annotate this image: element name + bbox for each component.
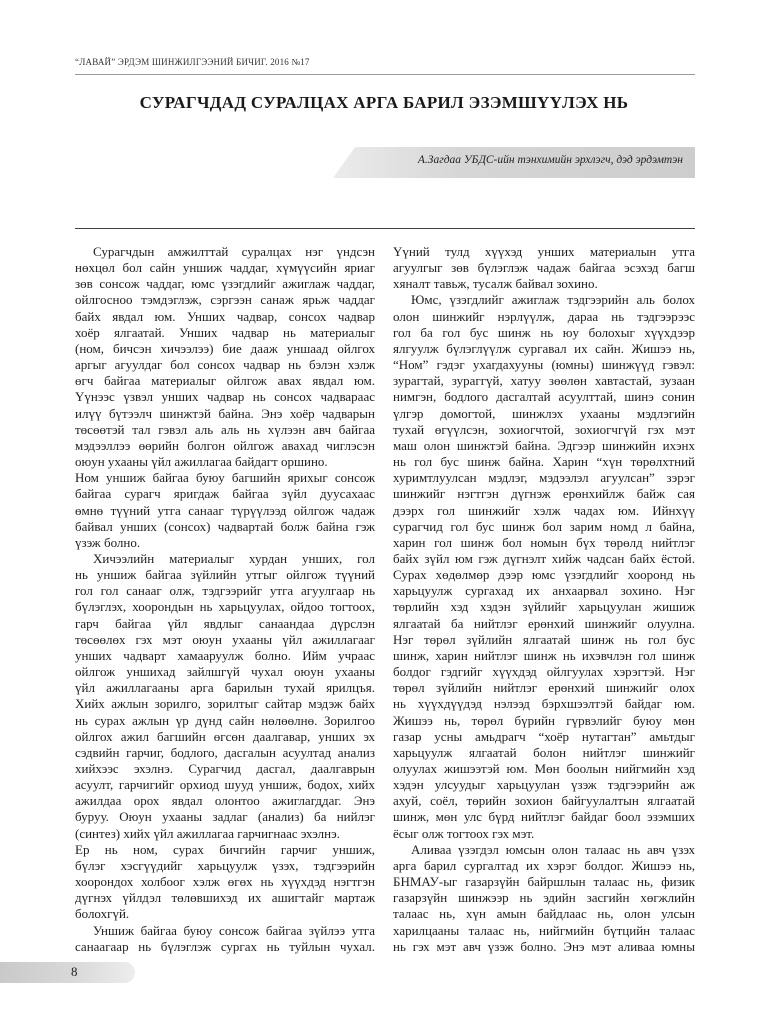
text-line: үлгэр домогтой, шинжлэх ухааны мэдлэгийн: [393, 405, 695, 421]
text-line: Үүнээс үзвэл унших чадвар нь сонсох чадвараас: [75, 389, 375, 405]
text-line: Хийх ажлын зорилго, зорилтыг сайтар мэдэж байх: [75, 696, 375, 712]
text-line: харин гол шинж бол номын бүх төрөлд нийтлэг: [393, 534, 695, 550]
text-line: нь уншиж байгаа зүйлийн утгыг ойлгож түүний: [75, 567, 375, 583]
text-line: арга барил сургалтад их хэрэг болдог. Жишээ нь,: [393, 857, 695, 873]
text-line: шинж, харин нийтлэг шинж нь ихэвчлэн гол шинж: [393, 647, 695, 663]
text-line: гол ба гол бус шинж нь юу болохыг хүүхдээр: [393, 324, 695, 340]
text-line: нөхцөл бол сайн уншиж чаддаг, хүмүүсийн яриаг: [75, 260, 375, 276]
text-line: Сурагчдын амжилттай суралцах нэг үндсэн: [93, 244, 375, 259]
text-line: сэдвийн гарчиг, бодлого, дасгалын асуултад анализ: [75, 744, 375, 760]
text-line: дээрх гол шинжийг хэлж чадах юм. Ийнхүү: [393, 502, 695, 518]
text-line: нимгэн, бодлого дасгалтай асуулттай, шинэ сонин: [393, 389, 695, 405]
text-line: унших чадварт хамааруулж болно. Ийм учраас: [75, 647, 375, 663]
text-line: Жишээ нь, төрөл бүрийн гүрвэлийг буюу мөн: [393, 712, 695, 728]
text-line: Үүний тулд хүүхэд унших материалын утга: [393, 244, 695, 259]
text-line: байх явдал юм. Унших чадвар, сонсох чадвар: [75, 308, 375, 324]
text-line: газар усны амьдрагч “хоёр нутагтан” амьтдыг: [393, 728, 695, 744]
text-line: ялгаатай ба нийтлэг ерөнхий шинжийг олуулна.: [393, 615, 695, 631]
text-line: төсөөтэй тал гэвэл аль аль нь хүлээн авч байгаа: [75, 421, 375, 437]
text-line: ахуй, соёл, төрийн зохион байгуулалтын ялгаатай: [393, 793, 695, 809]
text-line: бүлэглэх, хоорондын нь харьцуулах, ойдоо тогтоох,: [75, 599, 375, 615]
text-line: өмнө түүний утга санааг түрүүлээд ойлгож чадаж: [75, 502, 375, 518]
article-title: СУРАГЧДАД СУРАЛЦАХ АРГА БАРИЛ ЭЗЭМШҮҮЛЭХ НЬ: [139, 93, 629, 112]
text-line: хяналт тавьж, тусалж байвал зохино.: [393, 276, 598, 292]
text-line: зурагтай, зураггүй, хатуу зөөлөн хавтастай, зузаан: [393, 373, 695, 389]
paragraph: [393, 244, 695, 292]
text-line: талаас нь, хүн амын байдлаас нь, олон улсын: [393, 906, 695, 922]
text-line: Уншиж байгаа буюу сонсож байгаа зүйлээ утга: [93, 922, 375, 938]
text-line: ажилдаа орох явдал олонтоо ажиглагддаг. Энэ: [75, 793, 375, 809]
text-line: ялгуулж бүлэглүүлж сургавал их сайн. Жишээ нь,: [393, 340, 695, 356]
text-line: (ном, бичсэн хичээлээ) бие дааж уншаад ойлгох: [75, 340, 375, 356]
text-line: харьцуулж ялгаатай болон нийтлэг шинжийг: [393, 744, 695, 760]
text-line: нь гол бус шинж байна. Харин “хүн төрөлхтний: [393, 454, 695, 470]
text-line: санаагаар нь бүлэглэж сургах нь туйлын чухал.: [75, 938, 375, 954]
text-line: зөв сонсож чаддаг, юмс үзэгдлийг ажиглаж чаддаг,: [75, 276, 375, 292]
text-line: байгаа сурагч яригдаж байгаа зүйл дуусахаас: [75, 486, 375, 502]
text-line: оюун ухааны үйл ажиллагаа байдагт оршино.: [75, 454, 328, 470]
paragraph: [393, 842, 695, 955]
text-line: шинж, мөн улс бүрд нийтлэг байдаг боол эзэмших: [393, 809, 695, 825]
text-line: болдог гэдгийг хүүхдэд ойлгуулах хэрэгтэй. Нэг: [393, 664, 695, 680]
paragraph: [75, 470, 375, 551]
text-line: асуулт, гарчигийг орхиод шууд уншиж, бодох, хийх: [75, 777, 375, 793]
column-right: [393, 244, 695, 955]
text-line: ойлгож уншихад зайлшгүй чухал оюун ухааны: [75, 664, 375, 680]
text-line: шинжийг нэгтгэн дүгнэж ерөнхийлж байж сая: [393, 486, 695, 502]
header-rule: [75, 74, 695, 75]
text-line: Ном уншиж байгаа буюу багшийн ярихыг сонсож: [75, 470, 375, 486]
column-left: [75, 244, 375, 955]
text-line: олон шинжийг нэрлүүлж, дараа нь тэдгээрээс: [393, 308, 695, 324]
text-line: БНМАУ-ыг газарзүйн байршлын талаас нь, физик: [393, 874, 695, 890]
folio-bar: [0, 962, 135, 983]
text-line: өгч байгаа материалыг ойлгож авах явдал юм.: [75, 373, 375, 389]
text-line: байх зүйл юм гэж дүгнэлт хийж чадсан байх ёстой.: [393, 550, 695, 566]
text-line: үйл ажиллагааны арга барилын тухай ярилцъя.: [75, 680, 375, 696]
text-line: Сурах хөдөлмөр дээр юмс үзэгдлийг хооронд нь: [393, 567, 695, 583]
paragraph: [75, 923, 375, 955]
paragraph: [75, 244, 375, 470]
body-rule: [75, 228, 695, 229]
text-line: “Ном” гэдэг ухагдахууны (юмны) шинжүүд гэвэл:: [393, 357, 695, 373]
text-line: хийхээс эхэлнэ. Сурагчид дасгал, даалгаврын: [75, 761, 375, 776]
text-line: хэдэн улсуудыг харьцуулан үзэж тэдгээрийн аж: [393, 777, 695, 793]
text-line: (синтез) хийх үйл ажиллагаа гарчигнаас эхэлнэ.: [75, 825, 340, 841]
text-line: харьцуулж сургахад их анхаарвал зохино. Нэг: [393, 583, 695, 599]
author-byline: А.Загдаа УБДС-ийн тэнхимийн эрхлэгч, дэд эрдэмтэн: [417, 154, 683, 166]
text-line: нь гэх мэт авч үзэж болно. Энэ мэт аливаа юмны: [393, 938, 695, 954]
text-line: илүү бүтээлч шинжтэй байна. Энэ хоёр чадварын: [75, 405, 375, 421]
text-line: ойлгосноо тэмдэглэж, сэргээн санаж ярьж чаддаг: [75, 292, 375, 308]
text-line: хуримтлуулсан мэдлэг, мэдээлэл агуулсан” зэрэг: [393, 470, 695, 486]
text-line: бүлэг хэсгүүдийг харьцуулж үзэх, тэдгээрийн: [75, 857, 375, 873]
paragraph: [75, 842, 375, 923]
text-line: олуулах жишээтэй юм. Мөн боолын нийгмийн хэд: [393, 761, 695, 776]
text-line: болохгүй.: [75, 906, 130, 922]
text-line: Юмс, үзэгдлийг ажиглаж тэдгээрийн аль болох: [411, 292, 695, 308]
paragraph: [75, 551, 375, 842]
text-line: тухай өгүүлсэн, зохиогчтой, зохиогчгүй гэх мэт: [393, 421, 695, 437]
text-line: буруу. Оюун ухааны задлаг (анализ) ба нийлэг: [75, 809, 375, 825]
text-line: маш олон шинжтэй байна. Эдгээр шинжийн ихэнх: [393, 437, 695, 453]
text-line: Аливаа үзэгдэл юмсын олон талаас нь авч үзэх: [411, 841, 695, 857]
text-line: харилцааны талаас нь, нийгмийн бүтцийн талаас: [393, 922, 695, 938]
text-line: хоёр ялгаатай. Унших чадвар нь материалыг: [75, 324, 375, 340]
text-line: гарч байгаа үйл явдлыг санаандаа дүрслэн: [75, 615, 375, 631]
text-line: нь сурах ажлын үр дүнд сайн нөлөөлнө. Зорилгоо: [75, 712, 375, 728]
paragraph: [393, 292, 695, 841]
text-line: төрөл зүйлийн нийтлэг ерөнхий шинжийг олох: [393, 680, 695, 696]
text-line: байвал унших (сонсох) чадвартай болж байна гэж: [75, 518, 375, 534]
text-line: төрлийн хэд хэдэн зүйлийг харьцуулан жишиж: [393, 599, 695, 615]
text-line: аргыг агуулдаг бол сонсох чадвар нь бэлэн хэлж: [75, 357, 375, 373]
text-line: хоорондох холбоог хэлж өгөх нь хүүхдэд нэгтгэн: [75, 874, 375, 890]
text-line: агуулгыг зөв бүлэглэж чадаж байгаа эсэхэд багш: [393, 260, 695, 276]
text-line: Хичээлийн материалыг хурдан унших, гол: [93, 550, 375, 566]
text-line: Нэг төрөл зүйлийн ялгаатай шинж нь гол бус: [393, 631, 695, 647]
text-line: дүгнэх үйлдэл төлөвшихэд их ашигтайг мартаж: [75, 890, 375, 906]
text-line: ёсыг олж тогтоох гэх мэт.: [393, 825, 535, 841]
text-line: Ер нь ном, сурах бичгийн гарчиг уншиж,: [75, 841, 375, 857]
text-line: гол гол санааг олж, тэдгээрийг утга агуулгаар нь: [75, 583, 375, 599]
text-line: төсөөлөх гэх мэт оюун ухааны үйл ажиллагааг: [75, 631, 375, 647]
text-line: сурагчид гол бус шинж бол зарим номд л байна,: [393, 518, 695, 534]
text-line: газарзүйн шинжээр нь эдийн засгийн хөгжлийн: [393, 890, 695, 906]
page-number: 8: [71, 964, 78, 979]
text-line: ойлгох ажил багшийн өгсөн даалгавар, унших эх: [75, 728, 375, 744]
text-line: мэдээллээ өөрийн болгон ойлгож авахад чиглэсэн: [75, 437, 375, 453]
text-line: үзэж болно.: [75, 534, 141, 550]
text-line: нь хүүхдүүдэд нэлээд бэрхшээлтэй байдаг юм.: [393, 696, 695, 712]
running-header: “ЛАВАЙ” ЭРДЭМ ШИНЖИЛГЭЭНИЙ БИЧИГ. 2016 №17: [75, 57, 310, 67]
